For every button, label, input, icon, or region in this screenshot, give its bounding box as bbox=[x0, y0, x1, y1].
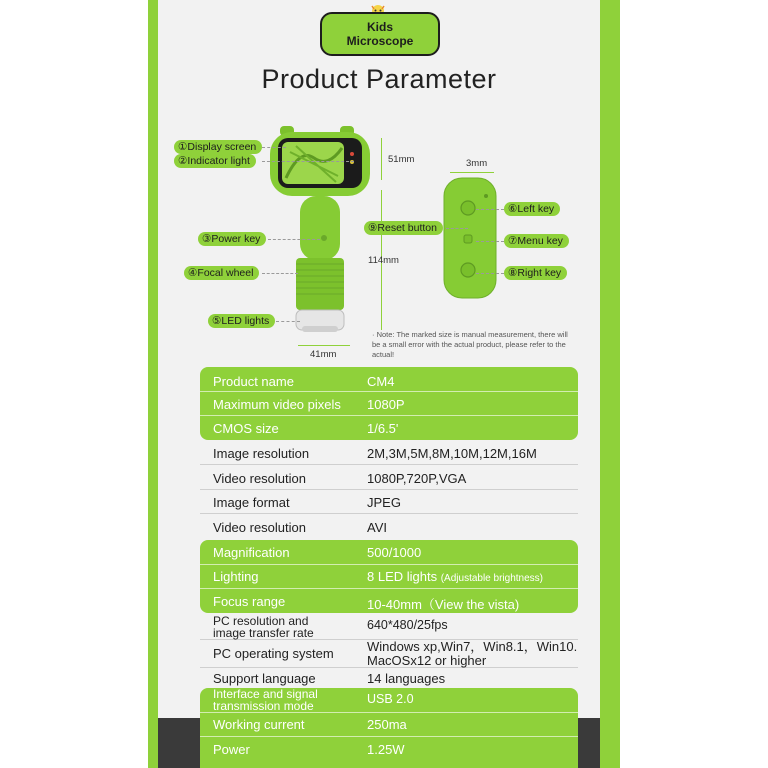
spec-key: Product name bbox=[213, 374, 294, 389]
microscope-side-illustration bbox=[440, 176, 500, 300]
spec-key: Video resolution bbox=[213, 471, 306, 486]
green-border-left bbox=[148, 0, 158, 768]
spec-row-image-resolution bbox=[200, 441, 578, 465]
spec-key: Working current bbox=[213, 717, 305, 732]
spec-value: 640*480/25fps bbox=[367, 618, 448, 632]
measurement-note: · Note: The marked size is manual measurement, there will be a small error with the actual product, please refer to the actual! bbox=[372, 330, 568, 359]
leader-right-key bbox=[476, 273, 504, 274]
microscope-front-illustration bbox=[266, 118, 376, 343]
spec-key: PC operating system bbox=[213, 646, 334, 661]
callout-power-key: ③Power key bbox=[198, 232, 266, 246]
spec-value-main: 8 LED lights bbox=[367, 569, 438, 584]
dim-line-screen bbox=[381, 138, 382, 180]
spec-row-video-resolution bbox=[200, 466, 578, 490]
spec-row-image-format bbox=[200, 490, 578, 514]
spec-row-working-current bbox=[200, 712, 578, 736]
leader-reset-button bbox=[446, 228, 468, 229]
dim-label-114mm: 114mm bbox=[368, 255, 399, 266]
spec-value: 500/1000 bbox=[367, 545, 422, 560]
dim-line-width bbox=[298, 345, 350, 346]
spec-row-product-name bbox=[200, 369, 578, 393]
spec-key: Focus range bbox=[213, 594, 286, 609]
left-margin bbox=[0, 0, 148, 768]
spec-key: Lighting bbox=[213, 569, 259, 584]
dim-label-41mm: 41mm bbox=[310, 349, 337, 360]
spec-row-video-format bbox=[200, 515, 578, 539]
spec-value: AVI bbox=[367, 520, 387, 535]
spec-value: JPEG bbox=[367, 495, 401, 510]
callout-reset-button: ⑨Reset button bbox=[364, 221, 443, 235]
spec-value: CM4 bbox=[367, 374, 395, 389]
green-border-right bbox=[600, 0, 620, 768]
page-title: Product Parameter bbox=[261, 64, 497, 94]
spec-row-magnification bbox=[200, 540, 578, 564]
spec-row-language bbox=[200, 667, 578, 688]
spec-key: Power bbox=[213, 742, 250, 757]
spec-key: Image resolution bbox=[213, 446, 310, 461]
callout-right-key: ⑧Right key bbox=[504, 266, 567, 280]
callout-led-lights: ⑤LED lights bbox=[208, 314, 275, 328]
leader-left-key bbox=[476, 209, 504, 210]
spec-key: Video resolution bbox=[213, 520, 306, 535]
spec-row-interface bbox=[200, 688, 578, 712]
callout-indicator-light: ②Indicator light bbox=[174, 154, 256, 168]
callout-display-screen: ①Display screen bbox=[174, 140, 262, 154]
spec-value: 1/6.5' bbox=[367, 421, 399, 436]
spec-value: 1.25W bbox=[367, 742, 405, 757]
spec-value: 14 languages bbox=[367, 671, 446, 686]
spec-row-cmos-size bbox=[200, 416, 578, 440]
leader-indicator-light bbox=[262, 161, 354, 162]
leader-led-lights bbox=[276, 321, 300, 322]
spec-key: CMOS size bbox=[213, 421, 279, 436]
kids-microscope-badge bbox=[320, 12, 440, 56]
spec-value: USB 2.0 bbox=[367, 692, 414, 706]
leader-menu-key bbox=[476, 241, 504, 242]
callout-left-key: ⑥Left key bbox=[504, 202, 560, 216]
spec-row-pc-resolution bbox=[200, 614, 578, 640]
spec-key: Image format bbox=[213, 495, 290, 510]
spec-value: 1080P bbox=[367, 397, 405, 412]
spec-value: 1080P,720P,VGA bbox=[367, 471, 467, 486]
spec-row-focus-range bbox=[200, 589, 578, 613]
product-panel bbox=[158, 0, 600, 768]
spec-row-lighting bbox=[200, 564, 578, 588]
spec-value: 250ma bbox=[367, 717, 407, 732]
leader-power-key bbox=[268, 239, 320, 240]
leader-focal-wheel bbox=[262, 273, 298, 274]
spec-key: PC resolution and image transfer rate bbox=[213, 614, 314, 640]
spec-key: Magnification bbox=[213, 545, 290, 560]
spec-row-pc-os bbox=[200, 640, 578, 668]
dim-line-depth bbox=[450, 172, 494, 173]
spec-value bbox=[367, 569, 543, 584]
spec-value-note: (Adjustable brightness) bbox=[440, 573, 543, 584]
badge-text: Kids Microscope bbox=[346, 20, 414, 48]
spec-key: Maximum video pixels bbox=[213, 397, 341, 412]
leader-display-screen bbox=[262, 147, 286, 148]
spec-row-max-video-pixels bbox=[200, 392, 578, 416]
dim-label-3mm: 3mm bbox=[466, 158, 488, 169]
callout-menu-key: ⑦Menu key bbox=[504, 234, 569, 248]
spec-key: Support language bbox=[213, 671, 316, 686]
callout-focal-wheel: ④Focal wheel bbox=[184, 266, 259, 280]
spec-row-power bbox=[200, 737, 578, 761]
spec-value: Windows xp,Win7，Win8.1，Win10. MacOSx12 or higher bbox=[367, 639, 578, 668]
dim-label-51mm: 51mm bbox=[388, 154, 415, 165]
spec-value: 2M,3M,5M,8M,10M,12M,16M bbox=[367, 446, 537, 461]
spec-key: Interface and signal transmission mode bbox=[213, 687, 318, 713]
spec-value: 10-40mm（View the vista) bbox=[367, 597, 520, 612]
